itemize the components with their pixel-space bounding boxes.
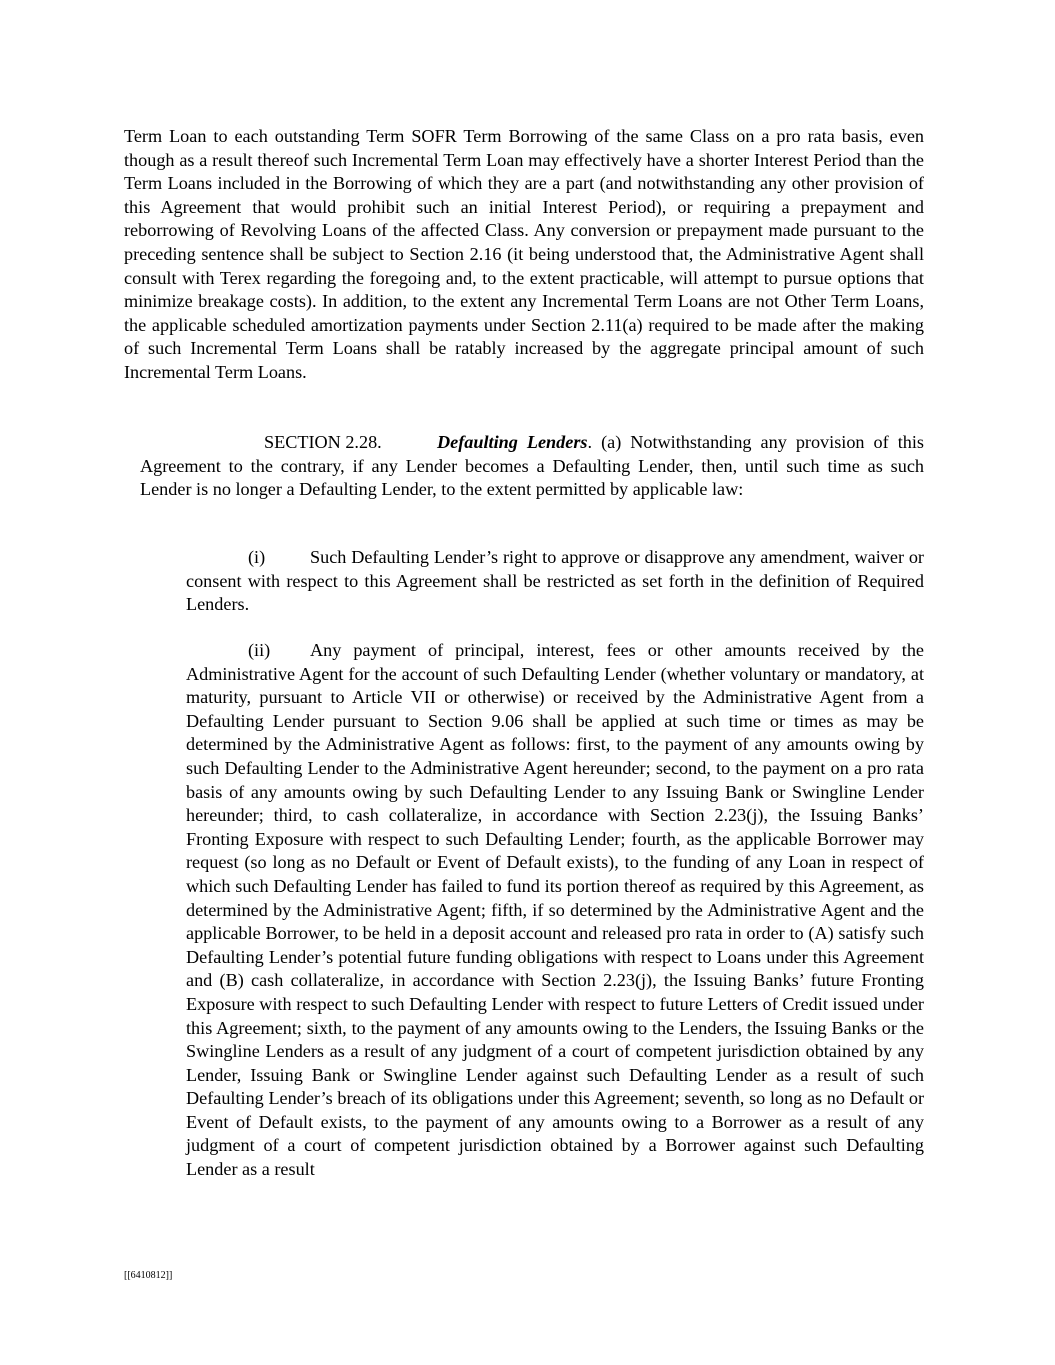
clause-ii-paragraph [186,639,924,1182]
clause-i-paragraph [186,546,924,617]
clause-text: Such Defaulting Lender’s right to approve or disapprove any amendment, waiver or consent with respect to this Agreement shall be restricted as set forth in the definition of Required Lenders. [186,547,924,615]
section-number: SECTION 2.28. [264,432,382,452]
section-heading: Defaulting Lenders [437,432,588,452]
clause-number: (i) [248,547,266,567]
section-text: (a) Notwithstanding any provision of this Agreement to the contrary, if any Lender becomes a Defaulting Lender, then, until such time as such Lender is no longer a Defaulting Lender, to the extent permitted by applicable law: [140,432,924,500]
section-paragraph [140,431,924,502]
continuation-paragraph: Term Loan to each outstanding Term SOFR Term Borrowing of the same Class on a pro rata basis, even though as a result thereof such Incremental Term Loan may effectively have a shorter Interest Period than the Term Loans included in the Borrowing of which they are a part (and notwithstanding any other provision of this Agreement that would prohibit such an initial Interest Period), or requiring a prepayment and reborrowing of Revolving Loans of the affected Class. Any conversion or prepayment made pursuant to the preceding sentence shall be subject to Section 2.16 (it being understood that, the Administrative Agent shall consult with Terex regarding the foregoing and, to the extent practicable, will attempt to pursue options that minimize breakage costs). In addition, to the extent any Incremental Term Loans are not Other Term Loans, the applicable scheduled amortization payments under Section 2.11(a) required to be made after the making of such Incremental Term Loans shall be ratably increased by the aggregate principal amount of such Incremental Term Loans. [124,126,924,382]
section-heading-punct: . [587,432,593,452]
document-footer-id: [[6410812]] [124,1270,173,1281]
clause-text: Any payment of principal, interest, fees or other amounts received by the Administrative Agent for the account of such Defaulting Lender (whether voluntary or mandatory, at maturity, pursuant to Article VII or otherwise) or received by the Administrative Agent from a Defaulting Lender pursuant to Section 9.06 shall be applied at such time or times as may be determined by the Administrative Agent as follows: first, to the payment of any amounts owing by such Defaulting Lender to the Administrative Agent hereunder; second, to the payment on a pro rata basis of any amounts owing by such Defaulting Lender to any Issuing Bank or Swingline Lender hereunder; third, to cash collateralize, in accordance with Section 2.23(j), the Issuing Banks’ Fronting Exposure with respect to such Defaulting Lender; fourth, as the applicable Borrower may request (so long as no Default or Event of Default exists), to the funding of any Loan in respect of which such Defaulting Lender has failed to fund its portion thereof as required by this Agreement, as determined by the Administrative Agent; fifth, if so determined by the Administrative Agent and the applicable Borrower, to be held in a deposit account and released pro rata in order to (A) satisfy such Defaulting Lender’s potential future funding obligations with respect to Loans under this Agreement and (B) cash collateralize, in accordance with Section 2.23(j), the Issuing Banks’ future Fronting Exposure with respect to such Defaulting Lender with respect to future Letters of Credit issued under this Agreement; sixth, to the payment of any amounts owing to the Lenders, the Issuing Banks or the Swingline Lenders as a result of any judgment of a court of competent jurisdiction obtained by any Lender, Issuing Bank or Swingline Lender against such Defaulting Lender as a result of such Defaulting Lender’s breach of its obligations under this Agreement; seventh, so long as no Default or Event of Default exists, to the payment of any amounts owing to a Borrower as a result of any judgment of a court of competent jurisdiction obtained by a Borrower against such Defaulting Lender as a result [186,640,924,1180]
clause-number: (ii) [248,640,271,660]
